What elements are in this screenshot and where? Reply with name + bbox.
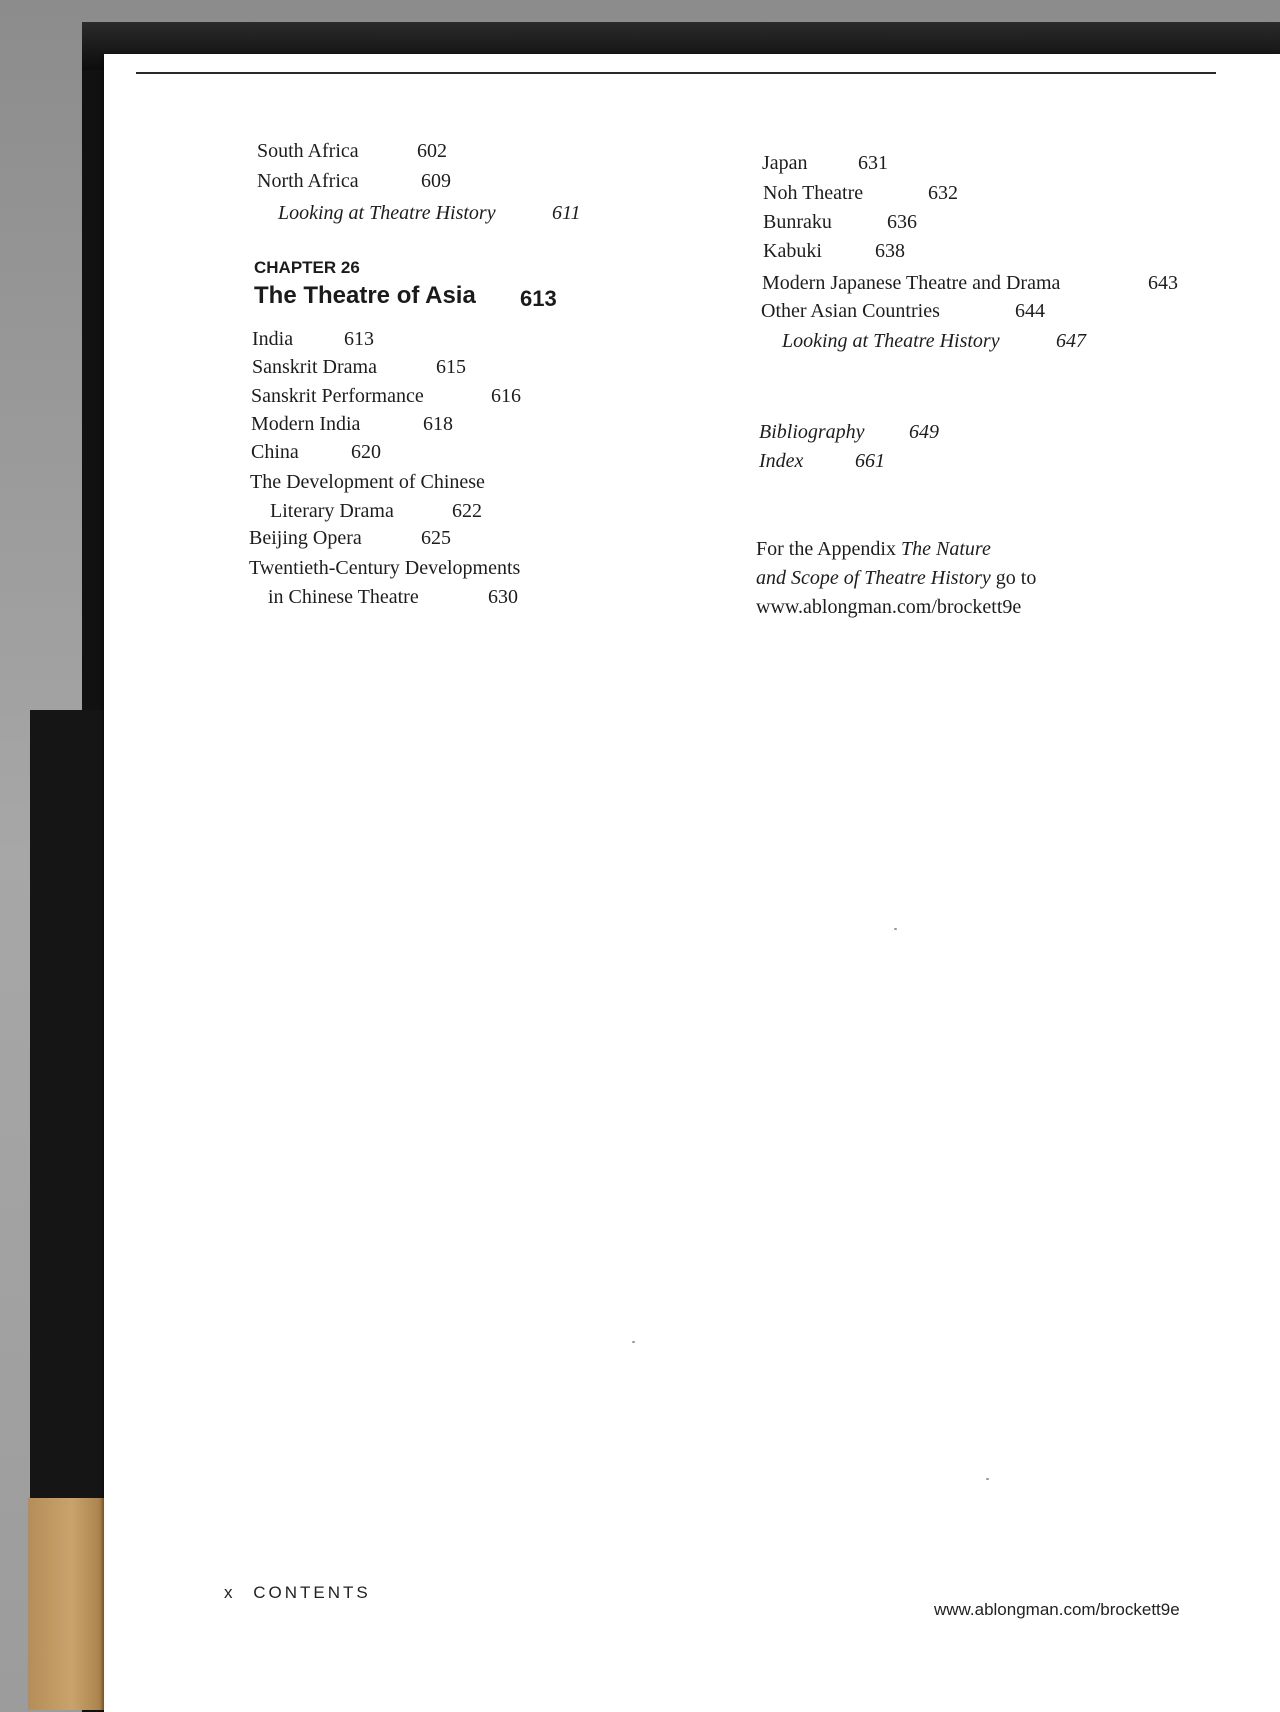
toc-entry-label: Bibliography [759, 421, 865, 443]
toc-bibliography [759, 421, 939, 444]
toc-entry-page: 609 [421, 170, 451, 192]
toc-entry-label: Modern India [251, 413, 361, 435]
toc-entry-feature [278, 202, 581, 225]
toc-entry-page: 613 [344, 328, 374, 350]
book-spine-edge [30, 710, 108, 1500]
toc-entry-page: 615 [436, 356, 466, 378]
appendix-note [756, 535, 1086, 622]
toc-entry-page: 643 [1148, 272, 1178, 294]
toc-entry-page: 638 [875, 240, 905, 262]
toc-entry [763, 182, 958, 205]
toc-entry-label: Looking at Theatre History [278, 202, 496, 224]
appendix-suffix: go to [990, 567, 1037, 589]
toc-entry [257, 140, 447, 163]
chapter-title: The Theatre of Asia [254, 282, 476, 309]
toc-entry-label: Sanskrit Performance [251, 385, 424, 407]
appendix-url: www.ablongman.com/brockett9e [756, 596, 1022, 618]
appendix-title-part2: and Scope of Theatre History [756, 567, 991, 589]
toc-entry-label: Beijing Opera [249, 527, 362, 549]
toc-entry [268, 586, 518, 609]
toc-entry-page: 644 [1015, 300, 1045, 322]
toc-entry [762, 272, 1178, 295]
toc-entry [249, 557, 520, 580]
scan-speck [632, 1341, 635, 1343]
toc-entry [270, 500, 482, 523]
toc-entry-label: Bunraku [763, 211, 832, 233]
toc-entry [762, 152, 888, 175]
toc-entry-label: South Africa [257, 140, 359, 162]
toc-entry-label: China [251, 441, 299, 463]
toc-entry-feature [782, 330, 1086, 353]
toc-entry [763, 240, 905, 263]
page-top-rule [136, 72, 1216, 74]
toc-entry [252, 356, 466, 379]
toc-entry [250, 471, 485, 494]
toc-entry-page: 618 [423, 413, 453, 435]
toc-entry-label: in Chinese Theatre [268, 586, 419, 608]
toc-entry [251, 413, 453, 436]
toc-entry [251, 385, 521, 408]
toc-entry-label: North Africa [257, 170, 359, 192]
toc-entry [763, 211, 917, 234]
toc-entry-page: 631 [858, 152, 888, 174]
toc-entry-label: Looking at Theatre History [782, 330, 1000, 352]
book-page-edges [28, 1498, 108, 1710]
toc-entry-label: Twentieth-Century Developments [249, 557, 521, 579]
toc-entry-label: Modern Japanese Theatre and Drama [762, 272, 1061, 294]
toc-entry-label: Index [759, 450, 804, 472]
toc-entry-page: 636 [887, 211, 917, 233]
page-footer-folio [224, 1583, 371, 1603]
toc-entry-label: Literary Drama [270, 500, 394, 522]
toc-entry-label: Noh Theatre [763, 182, 864, 204]
toc-entry-page: 620 [351, 441, 381, 463]
toc-entry-page: 625 [421, 527, 451, 549]
toc-entry [257, 170, 451, 193]
toc-index [759, 450, 885, 473]
footer-url: www.ablongman.com/brockett9e [934, 1600, 1180, 1619]
toc-entry-page: 630 [488, 586, 518, 608]
toc-entry-page: 616 [491, 385, 521, 407]
toc-entry-page: 622 [452, 500, 482, 522]
toc-entry-page: 649 [909, 421, 939, 443]
toc-entry [761, 300, 1045, 323]
toc-entry-label: Kabuki [763, 240, 822, 262]
toc-entry-label: The Development of Chinese [250, 471, 485, 493]
toc-entry-page: 602 [417, 140, 447, 162]
toc-entry-label: India [252, 328, 294, 350]
footer-section-title: CONTENTS [253, 1583, 371, 1602]
toc-entry [251, 441, 381, 464]
toc-entry-label: Sanskrit Drama [252, 356, 377, 378]
chapter-label: CHAPTER 26 [254, 258, 360, 277]
scan-speck [894, 928, 897, 930]
toc-entry-page: 647 [1056, 330, 1086, 352]
toc-entry-page: 611 [552, 202, 581, 224]
chapter-page: 613 [520, 286, 557, 311]
toc-entry-label: Japan [762, 152, 808, 174]
scan-speck [986, 1478, 989, 1480]
toc-entry-page: 632 [928, 182, 958, 204]
folio-number: x [224, 1583, 236, 1602]
toc-entry [252, 328, 374, 351]
toc-entry [249, 527, 451, 550]
appendix-title-part1: The Nature [901, 538, 991, 560]
appendix-prefix: For the Appendix [756, 538, 901, 560]
toc-entry-label: Other Asian Countries [761, 300, 940, 322]
toc-entry-page: 661 [855, 450, 885, 472]
